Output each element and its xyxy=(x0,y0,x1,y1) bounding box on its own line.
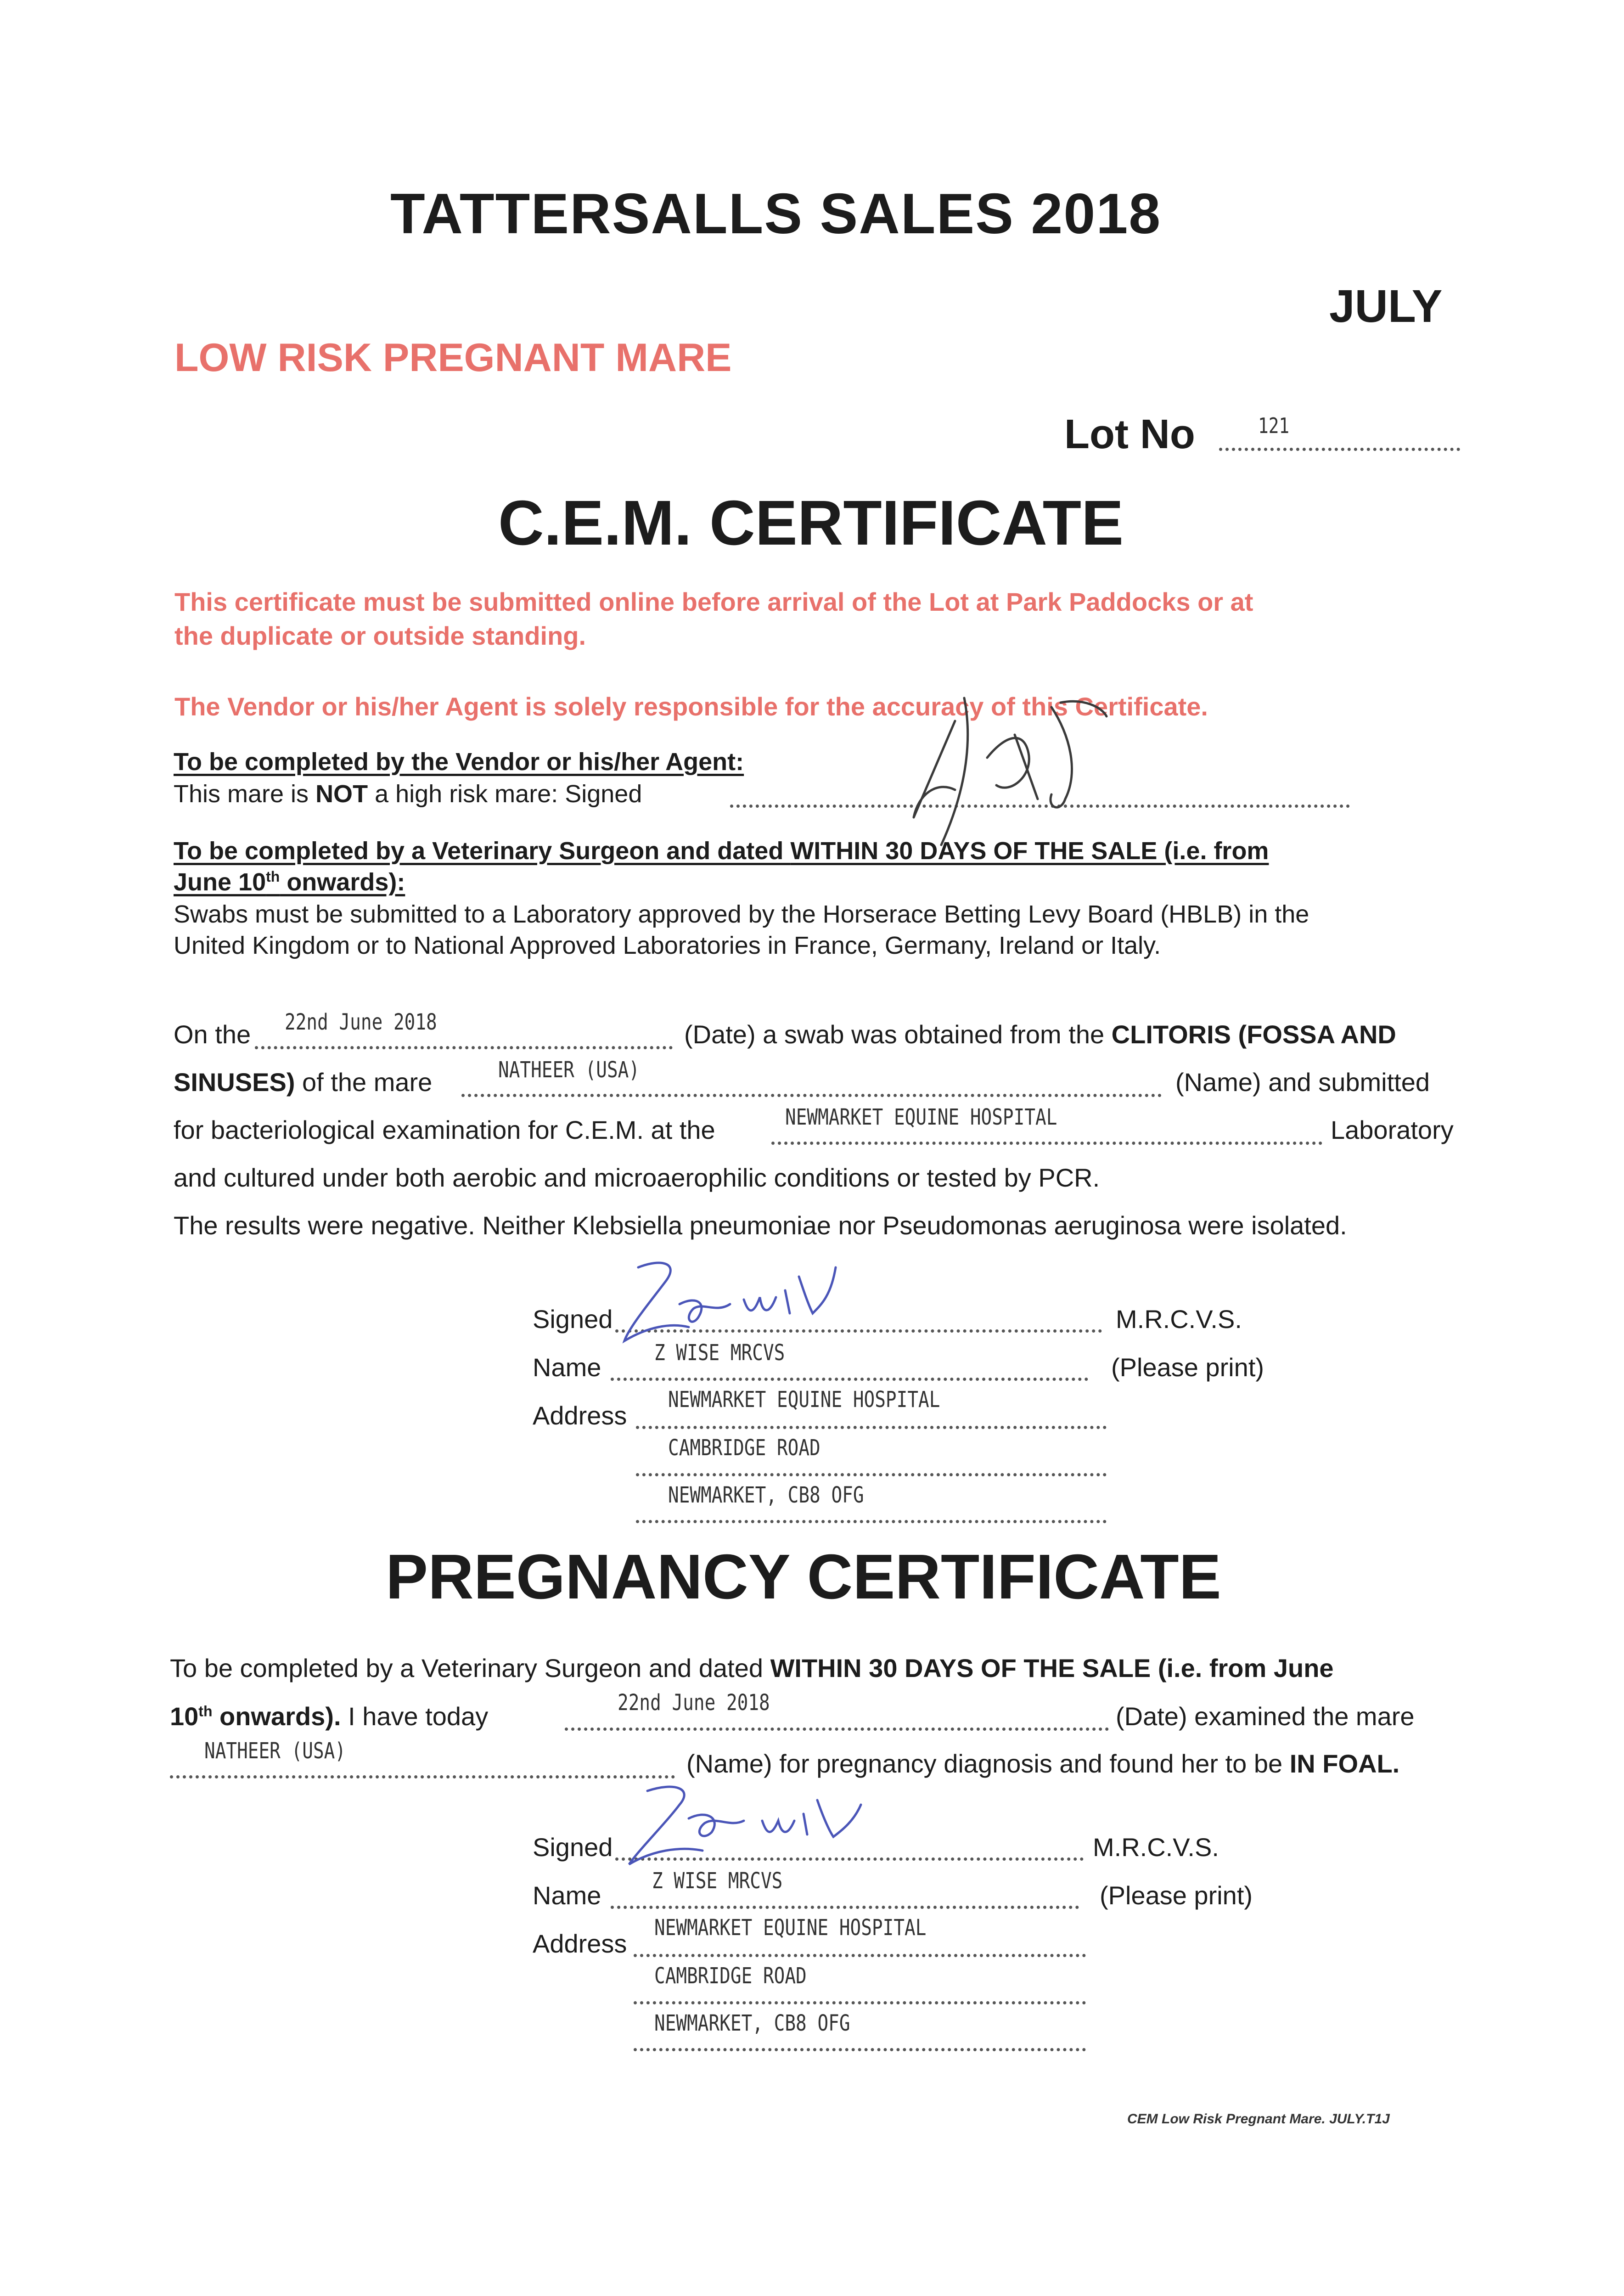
pregnancy-mrcvs-label: M.R.C.V.S. xyxy=(1093,1833,1219,1862)
cem-address-line-1: NEWMARKET EQUINE HOSPITAL xyxy=(668,1387,940,1412)
pregnancy-address-dotline-3 xyxy=(634,2048,1086,2051)
swab-date-value: 22nd June 2018 xyxy=(285,1009,437,1035)
pregnancy-address-dotline-1 xyxy=(634,1954,1086,1957)
results-text: The results were negative. Neither Klebsiella pneumoniae nor Pseudomonas aeruginosa were isolated. xyxy=(174,1211,1347,1240)
swab-instructions-line-2: United Kingdom or to National Approved Laboratories in France, Germany, Ireland or Italy. xyxy=(174,932,1161,959)
lab-dotline xyxy=(771,1142,1322,1145)
lot-label: Lot No xyxy=(1064,411,1195,457)
pregnancy-line-2-end: (Date) examined the mare xyxy=(1116,1702,1415,1731)
responsibility-notice: The Vendor or his/her Agent is solely responsible for the accuracy of this Certificate. xyxy=(174,692,1208,721)
online-notice-line-1: This certificate must be submitted online before arrival of the Lot at Park Paddocks or at xyxy=(174,587,1253,616)
pregnancy-title: PREGNANCY CERTIFICATE xyxy=(386,1542,1221,1612)
cem-address-dotline-2 xyxy=(636,1473,1107,1476)
cem-address-line-2: CAMBRIDGE ROAD xyxy=(668,1435,820,1461)
pregnancy-name-label: Name xyxy=(533,1881,601,1910)
pregnancy-line-1: To be completed by a Veterinary Surgeon and dated WITHIN 30 DAYS OF THE SALE (i.e. from June xyxy=(170,1654,1334,1683)
swab-date-dotline xyxy=(255,1046,673,1049)
lot-number: 121 xyxy=(1258,413,1290,438)
vendor-declaration: This mare is NOT a high risk mare: Signed xyxy=(174,780,642,808)
cem-name-label: Name xyxy=(533,1353,601,1382)
sale-month: JULY xyxy=(1329,281,1443,332)
pregnancy-address-line-3: NEWMARKET, CB8 OFG xyxy=(654,2010,850,2036)
laboratory-text: Laboratory xyxy=(1331,1115,1454,1144)
mare-name-value: NATHEER (USA) xyxy=(498,1057,640,1083)
vet-heading-line-1: To be completed by a Veterinary Surgeon and dated WITHIN 30 DAYS OF THE SALE (i.e. from xyxy=(174,837,1269,865)
cem-address-line-3: NEWMARKET, CB8 OFG xyxy=(668,1482,864,1508)
cem-address-label: Address xyxy=(533,1401,627,1430)
cem-title: C.E.M. CERTIFICATE xyxy=(498,488,1124,558)
cem-signed-label: Signed xyxy=(533,1305,613,1334)
pregnancy-address-line-2: CAMBRIDGE ROAD xyxy=(654,1963,807,1989)
culture-text: and cultured under both aerobic and microaerophilic conditions or tested by PCR. xyxy=(174,1163,1100,1192)
mare-name-dotline xyxy=(461,1094,1162,1097)
cem-vet-signature xyxy=(611,1249,849,1350)
pregnancy-address-label: Address xyxy=(533,1929,627,1958)
lot-dotline xyxy=(1219,448,1460,451)
pregnancy-date-dotline xyxy=(565,1728,1109,1731)
mare-category: LOW RISK PREGNANT MARE xyxy=(174,336,732,380)
form-code-footer: CEM Low Risk Pregnant Mare. JULY.T1J xyxy=(1127,2111,1390,2127)
cem-address-dotline-1 xyxy=(636,1426,1107,1429)
vet-heading-line-2: June 10th onwards): xyxy=(174,868,405,896)
lab-name-value: NEWMARKET EQUINE HOSPITAL xyxy=(785,1104,1057,1130)
pregnancy-address-dotline-2 xyxy=(634,2001,1086,2004)
online-notice-line-2: the duplicate or outside standing. xyxy=(174,621,586,650)
pregnancy-vet-name: Z WISE MRCVS xyxy=(652,1868,783,1894)
document-title: TATTERSALLS SALES 2018 xyxy=(390,182,1162,246)
pregnancy-line-3: (Name) for pregnancy diagnosis and found her to be IN FOAL. xyxy=(686,1749,1400,1778)
pregnancy-name-dotline xyxy=(611,1906,1079,1909)
cem-mrcvs-label: M.R.C.V.S. xyxy=(1116,1305,1242,1334)
cem-please-print: (Please print) xyxy=(1111,1353,1264,1382)
pregnancy-mare-name: NATHEER (USA) xyxy=(204,1738,346,1764)
pregnancy-line-2-start: 10th onwards). I have today xyxy=(170,1702,489,1731)
pregnancy-address-line-1: NEWMARKET EQUINE HOSPITAL xyxy=(654,1915,927,1941)
cem-name-dotline xyxy=(611,1378,1088,1381)
pregnancy-signed-label: Signed xyxy=(533,1833,613,1862)
swab-date-text: (Date) a swab was obtained from the CLITORIS (FOSSA AND xyxy=(684,1020,1396,1049)
pregnancy-please-print: (Please print) xyxy=(1100,1881,1253,1910)
pregnancy-vet-signature xyxy=(611,1777,868,1869)
vendor-heading: To be completed by the Vendor or his/her Agent: xyxy=(174,748,744,776)
pregnancy-mare-dotline xyxy=(170,1775,675,1778)
vendor-signature xyxy=(886,680,1125,854)
name-submitted-text: (Name) and submitted xyxy=(1175,1068,1430,1097)
pregnancy-date-value: 22nd June 2018 xyxy=(618,1690,770,1716)
swab-date-label: On the xyxy=(174,1020,251,1049)
cem-vet-name: Z WISE MRCVS xyxy=(654,1340,785,1366)
cem-address-dotline-3 xyxy=(636,1520,1107,1523)
lab-label: for bacteriological examination for C.E.M. at the xyxy=(174,1115,715,1144)
mare-name-label: SINUSES) of the mare xyxy=(174,1068,433,1097)
swab-instructions-line-1: Swabs must be submitted to a Laboratory approved by the Horserace Betting Levy Board (HBLB) in the xyxy=(174,900,1309,928)
